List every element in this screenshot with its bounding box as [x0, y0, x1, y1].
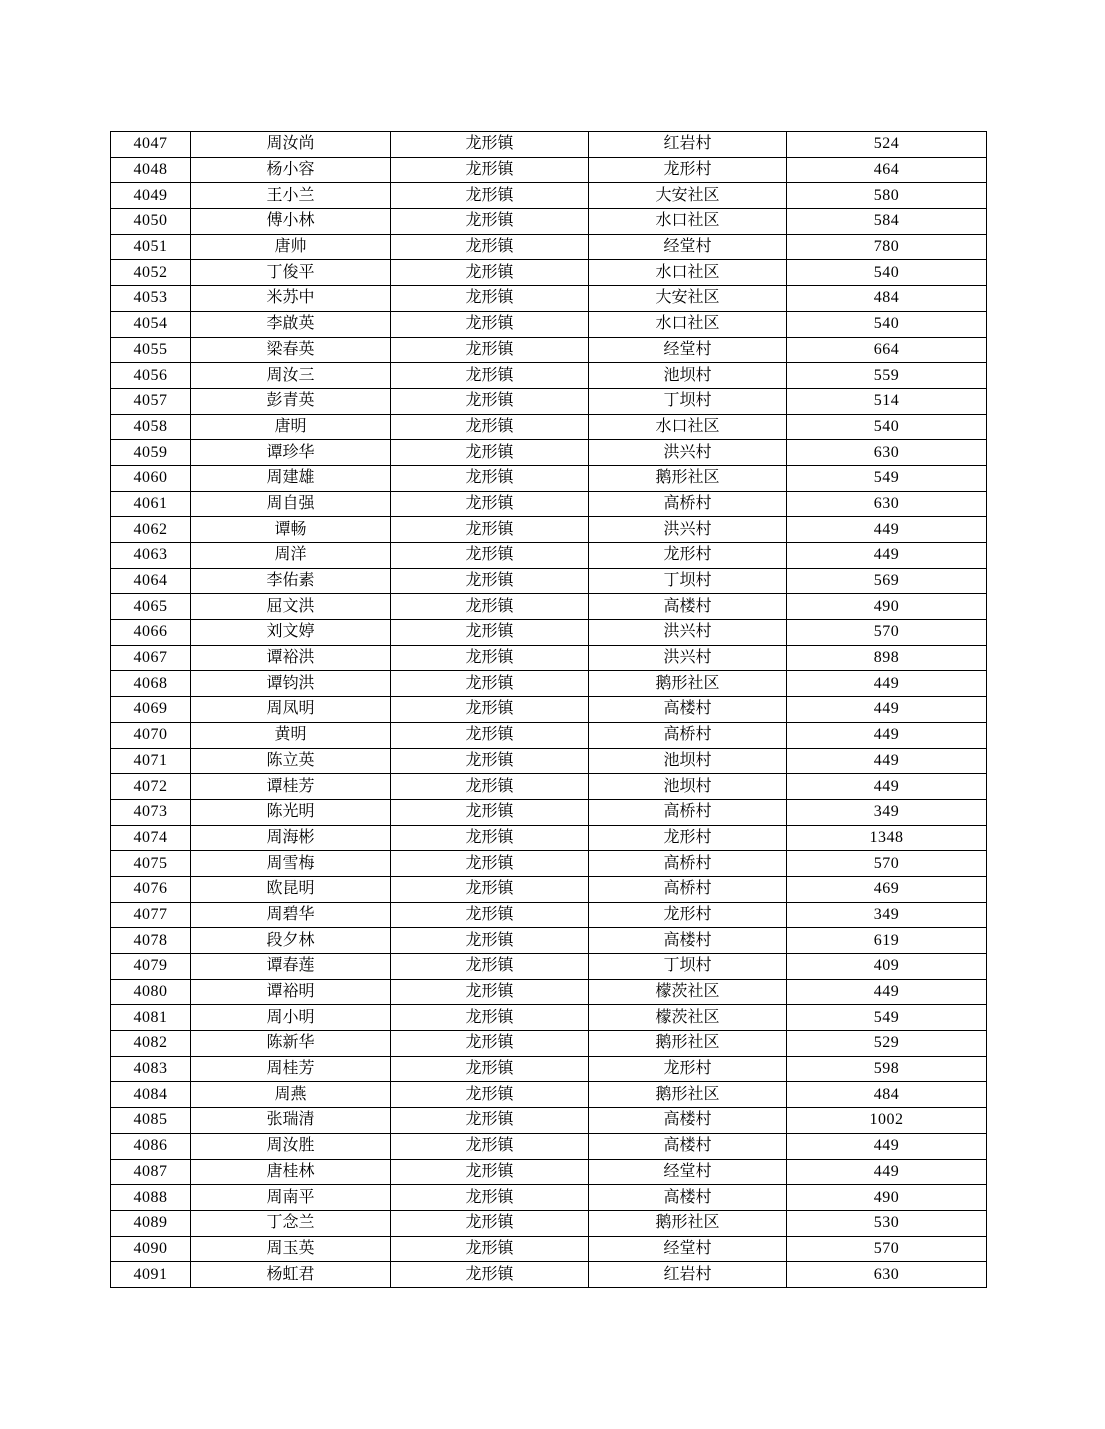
- table-row: [111, 954, 987, 980]
- cell-village: 高桥村: [589, 876, 787, 902]
- cell-name: 梁春英: [191, 337, 391, 363]
- table-row: [111, 825, 987, 851]
- cell-id: 4090: [111, 1236, 191, 1262]
- cell-amount: 540: [787, 311, 987, 337]
- cell-village: 高桥村: [589, 722, 787, 748]
- table-row: [111, 1185, 987, 1211]
- cell-amount: 469: [787, 876, 987, 902]
- cell-village: 经堂村: [589, 1236, 787, 1262]
- cell-amount: 349: [787, 902, 987, 928]
- cell-village: 池坝村: [589, 748, 787, 774]
- table-row: [111, 1108, 987, 1134]
- cell-name: 唐桂林: [191, 1159, 391, 1185]
- table-row: [111, 568, 987, 594]
- cell-village: 经堂村: [589, 337, 787, 363]
- table-row: [111, 234, 987, 260]
- cell-village: 红岩村: [589, 132, 787, 158]
- table-row: [111, 132, 987, 158]
- cell-amount: 549: [787, 1005, 987, 1031]
- cell-amount: 449: [787, 1133, 987, 1159]
- cell-village: 龙形村: [589, 825, 787, 851]
- cell-amount: 570: [787, 851, 987, 877]
- cell-village: 高桥村: [589, 851, 787, 877]
- cell-name: 谭裕明: [191, 979, 391, 1005]
- cell-amount: 559: [787, 363, 987, 389]
- cell-town: 龙形镇: [391, 1031, 589, 1057]
- cell-amount: 524: [787, 132, 987, 158]
- cell-village: 鹅形社区: [589, 1031, 787, 1057]
- cell-name: 米苏中: [191, 286, 391, 312]
- cell-town: 龙形镇: [391, 722, 589, 748]
- table-row: [111, 1056, 987, 1082]
- cell-name: 周凤明: [191, 697, 391, 723]
- table-row: [111, 286, 987, 312]
- cell-name: 唐帅: [191, 234, 391, 260]
- table-row: [111, 183, 987, 209]
- cell-town: 龙形镇: [391, 517, 589, 543]
- cell-town: 龙形镇: [391, 465, 589, 491]
- cell-id: 4057: [111, 388, 191, 414]
- cell-name: 周汝胜: [191, 1133, 391, 1159]
- cell-id: 4077: [111, 902, 191, 928]
- cell-town: 龙形镇: [391, 851, 589, 877]
- cell-id: 4070: [111, 722, 191, 748]
- cell-town: 龙形镇: [391, 363, 589, 389]
- cell-town: 龙形镇: [391, 1262, 589, 1288]
- cell-village: 高楼村: [589, 1185, 787, 1211]
- cell-town: 龙形镇: [391, 132, 589, 158]
- cell-name: 李啟英: [191, 311, 391, 337]
- cell-village: 鹅形社区: [589, 465, 787, 491]
- table-row: [111, 671, 987, 697]
- cell-town: 龙形镇: [391, 748, 589, 774]
- cell-village: 鹅形社区: [589, 671, 787, 697]
- table-row: [111, 440, 987, 466]
- cell-name: 唐明: [191, 414, 391, 440]
- table-body: [111, 132, 987, 1288]
- cell-id: 4054: [111, 311, 191, 337]
- table-row: [111, 876, 987, 902]
- cell-amount: 449: [787, 671, 987, 697]
- table-row: [111, 620, 987, 646]
- table-row: [111, 1133, 987, 1159]
- cell-id: 4071: [111, 748, 191, 774]
- cell-village: 龙形村: [589, 1056, 787, 1082]
- cell-name: 谭钧洪: [191, 671, 391, 697]
- cell-name: 丁俊平: [191, 260, 391, 286]
- cell-village: 丁坝村: [589, 568, 787, 594]
- cell-village: 高楼村: [589, 594, 787, 620]
- cell-town: 龙形镇: [391, 286, 589, 312]
- cell-amount: 569: [787, 568, 987, 594]
- table-row: [111, 1082, 987, 1108]
- cell-id: 4076: [111, 876, 191, 902]
- cell-village: 鹅形社区: [589, 1082, 787, 1108]
- cell-town: 龙形镇: [391, 1185, 589, 1211]
- cell-amount: 490: [787, 594, 987, 620]
- cell-name: 周雪梅: [191, 851, 391, 877]
- cell-amount: 490: [787, 1185, 987, 1211]
- cell-town: 龙形镇: [391, 697, 589, 723]
- cell-amount: 464: [787, 157, 987, 183]
- cell-id: 4083: [111, 1056, 191, 1082]
- table-row: [111, 311, 987, 337]
- cell-village: 池坝村: [589, 774, 787, 800]
- cell-town: 龙形镇: [391, 594, 589, 620]
- cell-name: 谭春莲: [191, 954, 391, 980]
- cell-town: 龙形镇: [391, 671, 589, 697]
- cell-village: 大安社区: [589, 183, 787, 209]
- cell-amount: 619: [787, 928, 987, 954]
- cell-name: 周海彬: [191, 825, 391, 851]
- cell-village: 洪兴村: [589, 620, 787, 646]
- table-row: [111, 799, 987, 825]
- cell-amount: 1002: [787, 1108, 987, 1134]
- cell-name: 周燕: [191, 1082, 391, 1108]
- cell-name: 谭裕洪: [191, 645, 391, 671]
- cell-id: 4078: [111, 928, 191, 954]
- table-row: [111, 465, 987, 491]
- cell-amount: 449: [787, 543, 987, 569]
- cell-name: 周南平: [191, 1185, 391, 1211]
- cell-id: 4074: [111, 825, 191, 851]
- cell-village: 檬茨社区: [589, 1005, 787, 1031]
- cell-name: 段夕林: [191, 928, 391, 954]
- cell-id: 4089: [111, 1210, 191, 1236]
- table-row: [111, 414, 987, 440]
- cell-amount: 514: [787, 388, 987, 414]
- cell-id: 4065: [111, 594, 191, 620]
- cell-amount: 630: [787, 491, 987, 517]
- cell-id: 4080: [111, 979, 191, 1005]
- cell-name: 彭青英: [191, 388, 391, 414]
- cell-amount: 630: [787, 1262, 987, 1288]
- cell-village: 高桥村: [589, 491, 787, 517]
- table-row: [111, 209, 987, 235]
- table-row: [111, 594, 987, 620]
- cell-id: 4086: [111, 1133, 191, 1159]
- cell-name: 欧昆明: [191, 876, 391, 902]
- cell-name: 周桂芳: [191, 1056, 391, 1082]
- cell-amount: 540: [787, 414, 987, 440]
- cell-town: 龙形镇: [391, 1005, 589, 1031]
- cell-town: 龙形镇: [391, 388, 589, 414]
- cell-id: 4064: [111, 568, 191, 594]
- cell-amount: 449: [787, 517, 987, 543]
- cell-name: 周洋: [191, 543, 391, 569]
- cell-village: 红岩村: [589, 1262, 787, 1288]
- cell-name: 黄明: [191, 722, 391, 748]
- cell-name: 王小兰: [191, 183, 391, 209]
- cell-village: 檬茨社区: [589, 979, 787, 1005]
- cell-name: 周汝三: [191, 363, 391, 389]
- cell-village: 经堂村: [589, 1159, 787, 1185]
- cell-town: 龙形镇: [391, 825, 589, 851]
- table-row: [111, 260, 987, 286]
- cell-id: 4081: [111, 1005, 191, 1031]
- cell-id: 4056: [111, 363, 191, 389]
- table-row: [111, 363, 987, 389]
- cell-id: 4088: [111, 1185, 191, 1211]
- cell-village: 龙形村: [589, 902, 787, 928]
- cell-amount: 484: [787, 286, 987, 312]
- cell-amount: 780: [787, 234, 987, 260]
- cell-id: 4082: [111, 1031, 191, 1057]
- cell-village: 高楼村: [589, 697, 787, 723]
- cell-amount: 449: [787, 1159, 987, 1185]
- cell-town: 龙形镇: [391, 209, 589, 235]
- cell-amount: 349: [787, 799, 987, 825]
- cell-id: 4084: [111, 1082, 191, 1108]
- cell-name: 谭畅: [191, 517, 391, 543]
- cell-amount: 630: [787, 440, 987, 466]
- cell-id: 4053: [111, 286, 191, 312]
- cell-town: 龙形镇: [391, 260, 589, 286]
- table-row: [111, 1236, 987, 1262]
- cell-id: 4075: [111, 851, 191, 877]
- table-row: [111, 491, 987, 517]
- cell-name: 周汝尚: [191, 132, 391, 158]
- table-row: [111, 1210, 987, 1236]
- cell-id: 4055: [111, 337, 191, 363]
- cell-id: 4048: [111, 157, 191, 183]
- cell-town: 龙形镇: [391, 876, 589, 902]
- cell-id: 4087: [111, 1159, 191, 1185]
- cell-amount: 549: [787, 465, 987, 491]
- cell-amount: 529: [787, 1031, 987, 1057]
- cell-id: 4085: [111, 1108, 191, 1134]
- cell-village: 高楼村: [589, 1133, 787, 1159]
- cell-town: 龙形镇: [391, 1082, 589, 1108]
- cell-amount: 898: [787, 645, 987, 671]
- cell-id: 4091: [111, 1262, 191, 1288]
- cell-village: 高楼村: [589, 1108, 787, 1134]
- cell-town: 龙形镇: [391, 1133, 589, 1159]
- cell-town: 龙形镇: [391, 902, 589, 928]
- cell-name: 屈文洪: [191, 594, 391, 620]
- cell-name: 周自强: [191, 491, 391, 517]
- table-row: [111, 1031, 987, 1057]
- cell-village: 水口社区: [589, 260, 787, 286]
- cell-name: 陈光明: [191, 799, 391, 825]
- cell-name: 李佑素: [191, 568, 391, 594]
- cell-id: 4061: [111, 491, 191, 517]
- cell-name: 刘文婷: [191, 620, 391, 646]
- cell-town: 龙形镇: [391, 774, 589, 800]
- cell-amount: 449: [787, 748, 987, 774]
- cell-village: 龙形村: [589, 157, 787, 183]
- cell-village: 丁坝村: [589, 954, 787, 980]
- table-row: [111, 645, 987, 671]
- cell-village: 鹅形社区: [589, 1210, 787, 1236]
- table-row: [111, 543, 987, 569]
- cell-town: 龙形镇: [391, 1159, 589, 1185]
- cell-town: 龙形镇: [391, 1056, 589, 1082]
- cell-name: 傅小林: [191, 209, 391, 235]
- cell-town: 龙形镇: [391, 543, 589, 569]
- cell-amount: 664: [787, 337, 987, 363]
- cell-id: 4051: [111, 234, 191, 260]
- table-row: [111, 1005, 987, 1031]
- cell-id: 4068: [111, 671, 191, 697]
- cell-id: 4062: [111, 517, 191, 543]
- cell-village: 高桥村: [589, 799, 787, 825]
- cell-name: 杨小容: [191, 157, 391, 183]
- cell-town: 龙形镇: [391, 157, 589, 183]
- cell-id: 4063: [111, 543, 191, 569]
- cell-amount: 449: [787, 979, 987, 1005]
- cell-town: 龙形镇: [391, 1210, 589, 1236]
- cell-amount: 584: [787, 209, 987, 235]
- cell-town: 龙形镇: [391, 928, 589, 954]
- cell-village: 丁坝村: [589, 388, 787, 414]
- cell-id: 4050: [111, 209, 191, 235]
- cell-village: 大安社区: [589, 286, 787, 312]
- cell-id: 4052: [111, 260, 191, 286]
- cell-amount: 580: [787, 183, 987, 209]
- cell-village: 龙形村: [589, 543, 787, 569]
- cell-amount: 449: [787, 774, 987, 800]
- cell-village: 池坝村: [589, 363, 787, 389]
- cell-town: 龙形镇: [391, 440, 589, 466]
- roster-table: [110, 131, 987, 1288]
- table-row: [111, 774, 987, 800]
- cell-town: 龙形镇: [391, 311, 589, 337]
- table-row: [111, 157, 987, 183]
- cell-name: 周玉英: [191, 1236, 391, 1262]
- cell-town: 龙形镇: [391, 414, 589, 440]
- cell-name: 陈新华: [191, 1031, 391, 1057]
- cell-town: 龙形镇: [391, 1236, 589, 1262]
- cell-amount: 484: [787, 1082, 987, 1108]
- table-row: [111, 1159, 987, 1185]
- table-row: [111, 337, 987, 363]
- cell-village: 水口社区: [589, 311, 787, 337]
- table-row: [111, 902, 987, 928]
- cell-name: 周碧华: [191, 902, 391, 928]
- cell-village: 水口社区: [589, 209, 787, 235]
- cell-id: 4073: [111, 799, 191, 825]
- cell-village: 洪兴村: [589, 517, 787, 543]
- cell-name: 谭桂芳: [191, 774, 391, 800]
- cell-name: 陈立英: [191, 748, 391, 774]
- cell-id: 4066: [111, 620, 191, 646]
- cell-name: 张瑞清: [191, 1108, 391, 1134]
- cell-amount: 598: [787, 1056, 987, 1082]
- table-row: [111, 517, 987, 543]
- cell-name: 丁念兰: [191, 1210, 391, 1236]
- cell-name: 周小明: [191, 1005, 391, 1031]
- cell-town: 龙形镇: [391, 620, 589, 646]
- cell-town: 龙形镇: [391, 645, 589, 671]
- cell-amount: 530: [787, 1210, 987, 1236]
- cell-amount: 540: [787, 260, 987, 286]
- cell-village: 高楼村: [589, 928, 787, 954]
- table-row: [111, 388, 987, 414]
- cell-name: 谭珍华: [191, 440, 391, 466]
- cell-town: 龙形镇: [391, 799, 589, 825]
- cell-id: 4059: [111, 440, 191, 466]
- cell-id: 4058: [111, 414, 191, 440]
- cell-town: 龙形镇: [391, 234, 589, 260]
- table-row: [111, 1262, 987, 1288]
- table-row: [111, 851, 987, 877]
- table-row: [111, 697, 987, 723]
- cell-id: 4049: [111, 183, 191, 209]
- cell-name: 杨虹君: [191, 1262, 391, 1288]
- table-row: [111, 928, 987, 954]
- table-row: [111, 748, 987, 774]
- cell-amount: 570: [787, 1236, 987, 1262]
- cell-town: 龙形镇: [391, 979, 589, 1005]
- cell-village: 洪兴村: [589, 440, 787, 466]
- cell-amount: 1348: [787, 825, 987, 851]
- cell-id: 4060: [111, 465, 191, 491]
- cell-town: 龙形镇: [391, 491, 589, 517]
- cell-village: 洪兴村: [589, 645, 787, 671]
- cell-id: 4069: [111, 697, 191, 723]
- table-row: [111, 979, 987, 1005]
- cell-id: 4047: [111, 132, 191, 158]
- cell-village: 经堂村: [589, 234, 787, 260]
- cell-amount: 570: [787, 620, 987, 646]
- cell-village: 水口社区: [589, 414, 787, 440]
- cell-name: 周建雄: [191, 465, 391, 491]
- cell-town: 龙形镇: [391, 1108, 589, 1134]
- cell-town: 龙形镇: [391, 183, 589, 209]
- cell-town: 龙形镇: [391, 568, 589, 594]
- cell-id: 4079: [111, 954, 191, 980]
- cell-amount: 449: [787, 722, 987, 748]
- cell-amount: 409: [787, 954, 987, 980]
- cell-id: 4067: [111, 645, 191, 671]
- cell-town: 龙形镇: [391, 954, 589, 980]
- cell-amount: 449: [787, 697, 987, 723]
- cell-town: 龙形镇: [391, 337, 589, 363]
- cell-id: 4072: [111, 774, 191, 800]
- table-row: [111, 722, 987, 748]
